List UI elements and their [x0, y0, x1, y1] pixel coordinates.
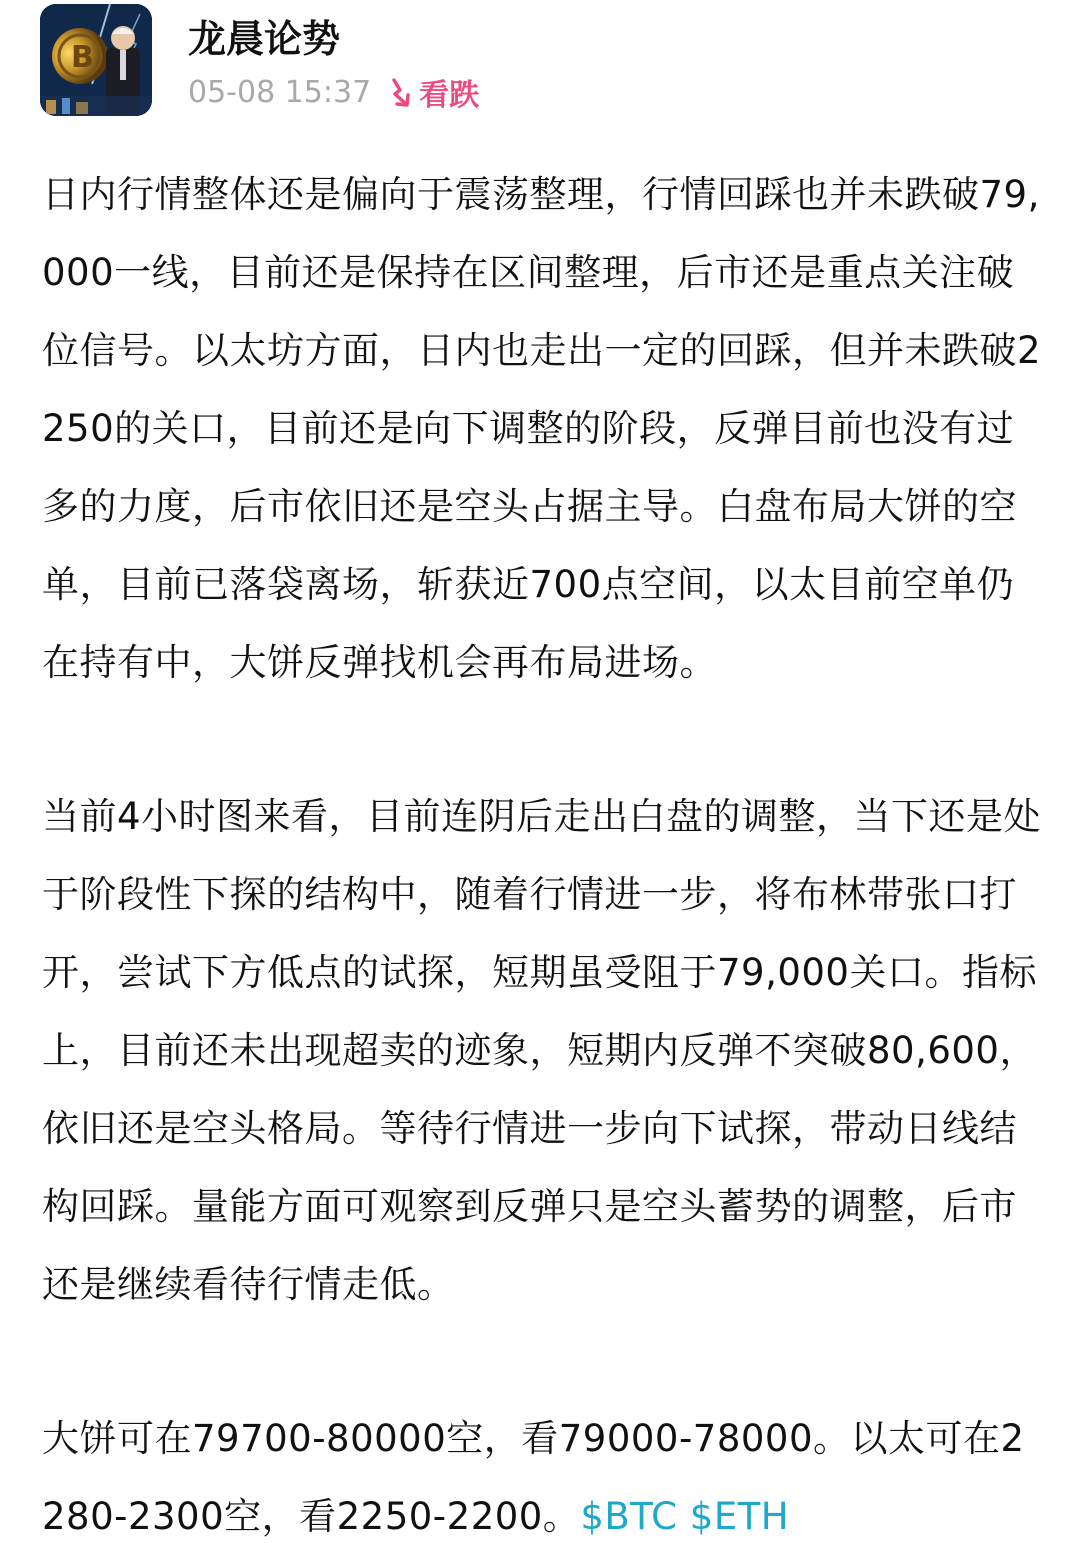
post-paragraph: 日内行情整体还是偏向于震荡整理，行情回踩也并未跌破79,000一线，目前还是保持在区间整理，后市还是重点关注破位信号。以太坊方面，日内也走出一定的回踩，但并未跌破2250的关口，目前还是向下调整的阶段，反弹目前也没有过多的力度，后市依旧还是空头占据主导。白盘布局大饼的空单，目前已落袋离场，斩获近700点空间，以太目前空单仍在持有中，大饼反弹找机会再布局进场。	[42, 173, 1042, 684]
hashtag-eth[interactable]: $ETH	[689, 1495, 790, 1538]
arrow-down-right-icon	[389, 77, 415, 107]
sentiment-badge: 看跌	[419, 78, 480, 113]
avatar-image-icon	[40, 4, 152, 116]
post-header	[40, 4, 1040, 116]
post-paragraph	[42, 1400, 1042, 1543]
paragraph-text: 大饼可在79700-80000空，看79000-78000。以太可在2280-2300空，看2250-2200。	[42, 1417, 1025, 1538]
post-meta	[188, 70, 479, 114]
svg-text:B: B	[71, 40, 94, 75]
post-content	[42, 156, 1042, 1543]
author-avatar[interactable]	[40, 4, 152, 116]
author-name[interactable]: 龙晨论势	[188, 17, 341, 61]
post-timestamp: 05-08 15:37	[188, 74, 372, 110]
hashtag-btc[interactable]: $BTC	[580, 1495, 678, 1538]
post-paragraph: 当前4小时图来看，目前连阴后走出白盘的调整，当下还是处于阶段性下探的结构中，随着行情进一步，将布林带张口打开，尝试下方低点的试探，短期虽受阻于79,000关口。指标上，目前还未出现超卖的迹象，短期内反弹不突破80,600，依旧还是空头格局。等待行情进一步向下试探，带动日线结构回踩。量能方面可观察到反弹只是空头蓄势的调整，后市还是继续看待行情走低。	[42, 795, 1042, 1306]
